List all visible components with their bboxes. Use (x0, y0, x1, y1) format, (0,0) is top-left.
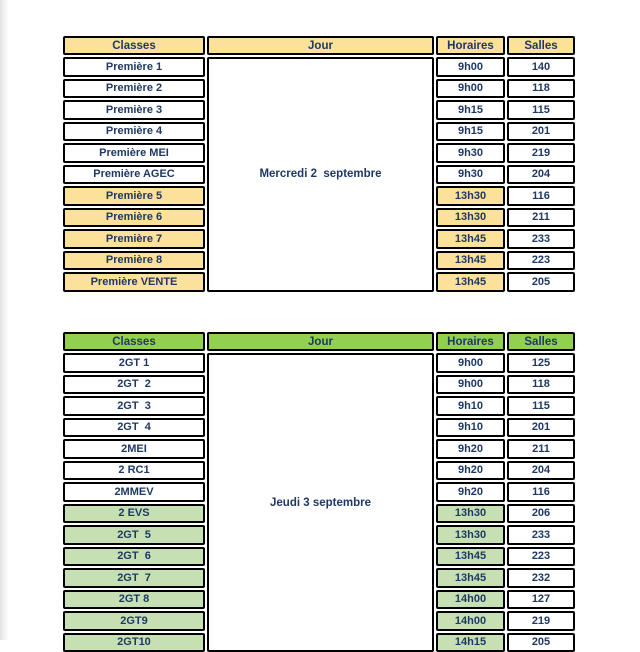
salle-cell: 201 (507, 122, 575, 142)
horaire-cell: 9h10 (436, 418, 505, 438)
horaire-cell: 9h15 (436, 122, 505, 142)
salle-cell: 201 (507, 418, 575, 438)
horaire-cell: 14h00 (436, 611, 505, 631)
salle-cell: 205 (507, 272, 575, 292)
horaire-cell: 13h45 (436, 272, 505, 292)
salle-cell: 206 (507, 504, 575, 524)
jour-merged-cell: Mercredi 2 septembre (207, 57, 434, 292)
horaire-cell: 13h45 (436, 229, 505, 249)
classe-cell: Première AGEC (63, 165, 205, 185)
schedule-table-premieres (63, 36, 575, 292)
classe-cell: 2GT 5 (63, 525, 205, 545)
salle-cell: 223 (507, 547, 575, 567)
classe-cell: 2MEI (63, 439, 205, 459)
salle-cell: 223 (507, 251, 575, 271)
column-header-jour: Jour (207, 332, 434, 351)
horaire-cell: 14h15 (436, 633, 505, 652)
classe-cell: Première VENTE (63, 272, 205, 292)
salle-cell: 127 (507, 590, 575, 610)
column-header-classes: Classes (63, 36, 205, 55)
classe-cell: 2GT10 (63, 633, 205, 652)
horaire-cell: 13h30 (436, 186, 505, 206)
schedule-table-secondes (63, 332, 575, 652)
horaire-cell: 9h00 (436, 79, 505, 99)
salle-cell: 116 (507, 186, 575, 206)
horaire-cell: 9h00 (436, 353, 505, 373)
classe-cell: Première 7 (63, 229, 205, 249)
classe-cell: Première 1 (63, 57, 205, 77)
horaire-cell: 14h00 (436, 590, 505, 610)
salle-cell: 140 (507, 57, 575, 77)
classe-cell: Première 6 (63, 208, 205, 228)
salle-cell: 233 (507, 229, 575, 249)
page-left-edge (0, 0, 9, 640)
horaire-cell: 13h45 (436, 251, 505, 271)
horaire-cell: 13h30 (436, 525, 505, 545)
salle-cell: 211 (507, 208, 575, 228)
horaire-cell: 9h20 (436, 461, 505, 481)
classe-cell: 2GT9 (63, 611, 205, 631)
horaire-cell: 13h45 (436, 547, 505, 567)
classe-cell: 2GT 7 (63, 568, 205, 588)
classe-cell: 2 RC1 (63, 461, 205, 481)
classe-cell: 2GT 4 (63, 418, 205, 438)
salle-cell: 118 (507, 79, 575, 99)
column-header-classes: Classes (63, 332, 205, 351)
horaire-cell: 9h00 (436, 57, 505, 77)
classe-cell: Première 4 (63, 122, 205, 142)
classe-cell: 2GT 1 (63, 353, 205, 373)
salle-cell: 232 (507, 568, 575, 588)
horaire-cell: 9h30 (436, 143, 505, 163)
column-header-jour: Jour (207, 36, 434, 55)
classe-cell: Première 2 (63, 79, 205, 99)
salle-cell: 204 (507, 461, 575, 481)
horaire-cell: 9h00 (436, 375, 505, 395)
salle-cell: 118 (507, 375, 575, 395)
salle-cell: 219 (507, 611, 575, 631)
classe-cell: 2MMEV (63, 482, 205, 502)
salle-cell: 233 (507, 525, 575, 545)
column-header-horaires: Horaires (436, 332, 505, 351)
salle-cell: 115 (507, 100, 575, 120)
horaire-cell: 13h30 (436, 504, 505, 524)
salle-cell: 205 (507, 633, 575, 652)
horaire-cell: 13h30 (436, 208, 505, 228)
horaire-cell: 9h10 (436, 396, 505, 416)
salle-cell: 115 (507, 396, 575, 416)
salle-cell: 116 (507, 482, 575, 502)
classe-cell: 2GT 6 (63, 547, 205, 567)
classe-cell: Première MEI (63, 143, 205, 163)
classe-cell: 2GT 3 (63, 396, 205, 416)
classe-cell: 2GT 2 (63, 375, 205, 395)
salle-cell: 211 (507, 439, 575, 459)
classe-cell: 2 EVS (63, 504, 205, 524)
horaire-cell: 9h20 (436, 439, 505, 459)
horaire-cell: 9h30 (436, 165, 505, 185)
classe-cell: Première 3 (63, 100, 205, 120)
salle-cell: 125 (507, 353, 575, 373)
horaire-cell: 13h45 (436, 568, 505, 588)
classe-cell: Première 8 (63, 251, 205, 271)
salle-cell: 204 (507, 165, 575, 185)
column-header-salles: Salles (507, 36, 575, 55)
classe-cell: Première 5 (63, 186, 205, 206)
horaire-cell: 9h20 (436, 482, 505, 502)
column-header-horaires: Horaires (436, 36, 505, 55)
column-header-salles: Salles (507, 332, 575, 351)
horaire-cell: 9h15 (436, 100, 505, 120)
salle-cell: 219 (507, 143, 575, 163)
jour-merged-cell: Jeudi 3 septembre (207, 353, 434, 652)
classe-cell: 2GT 8 (63, 590, 205, 610)
